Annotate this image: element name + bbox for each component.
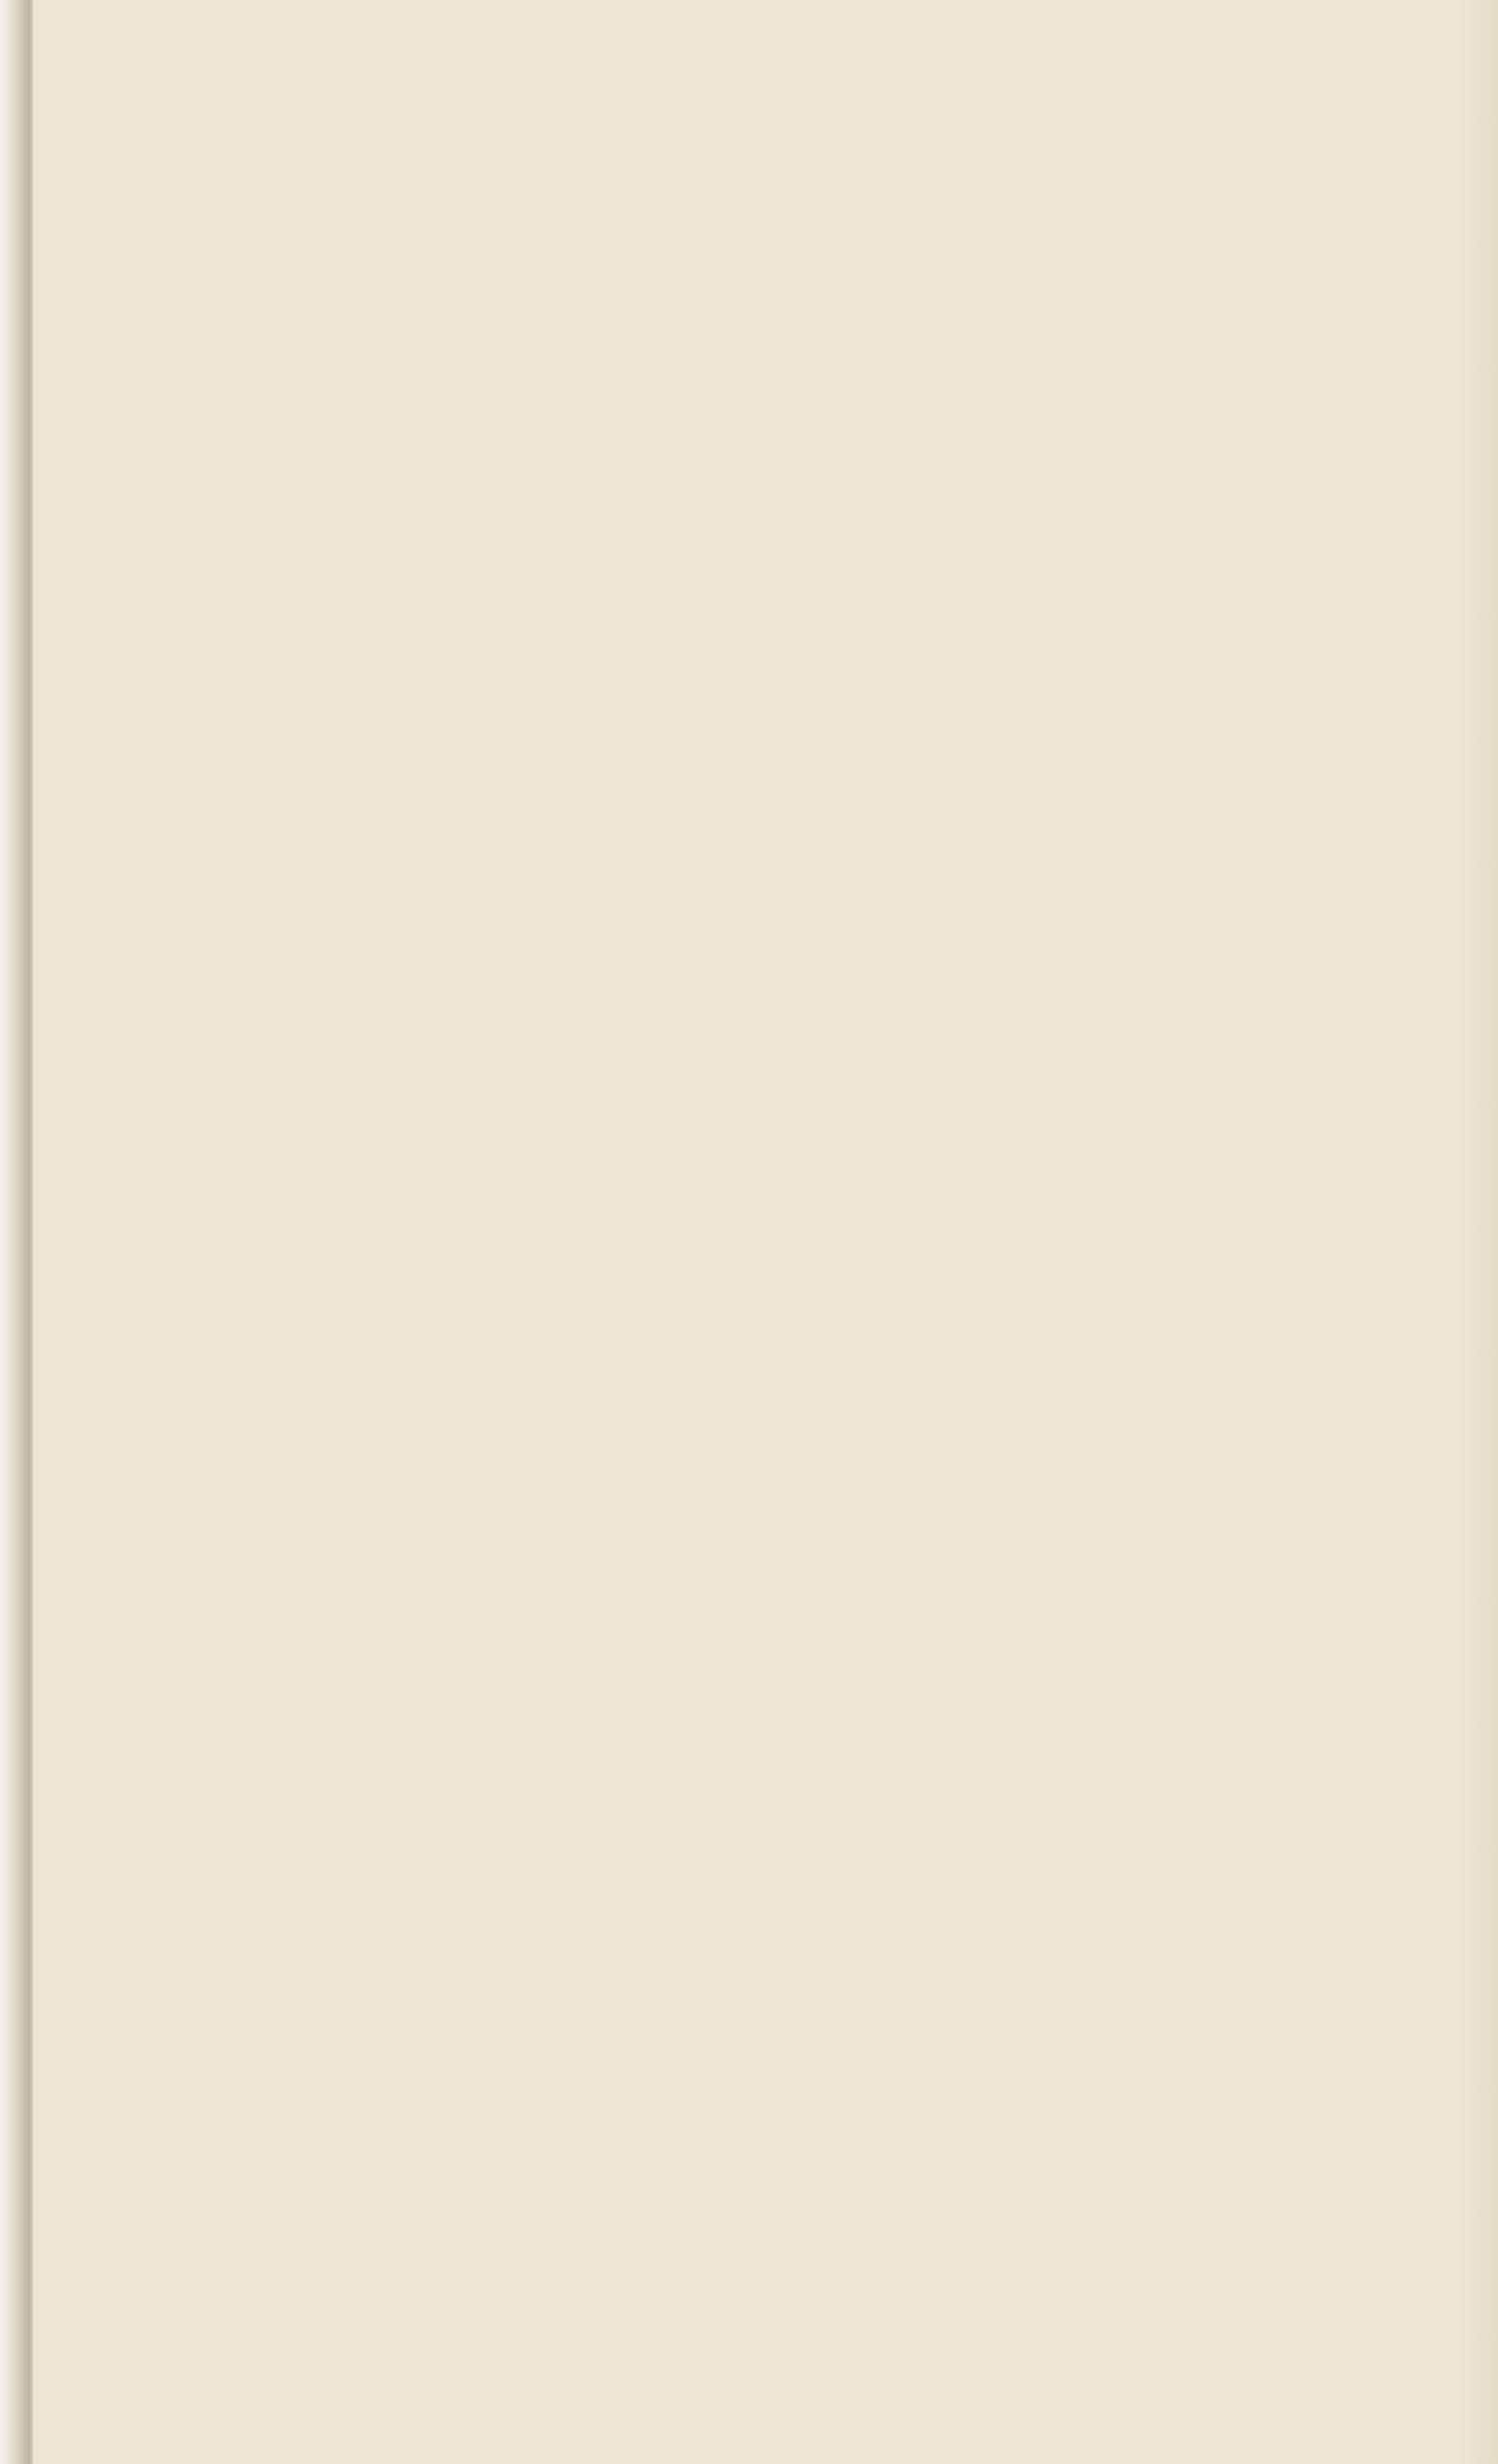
running-header bbox=[455, 140, 1279, 193]
book-spine-shadow bbox=[0, 0, 33, 2464]
